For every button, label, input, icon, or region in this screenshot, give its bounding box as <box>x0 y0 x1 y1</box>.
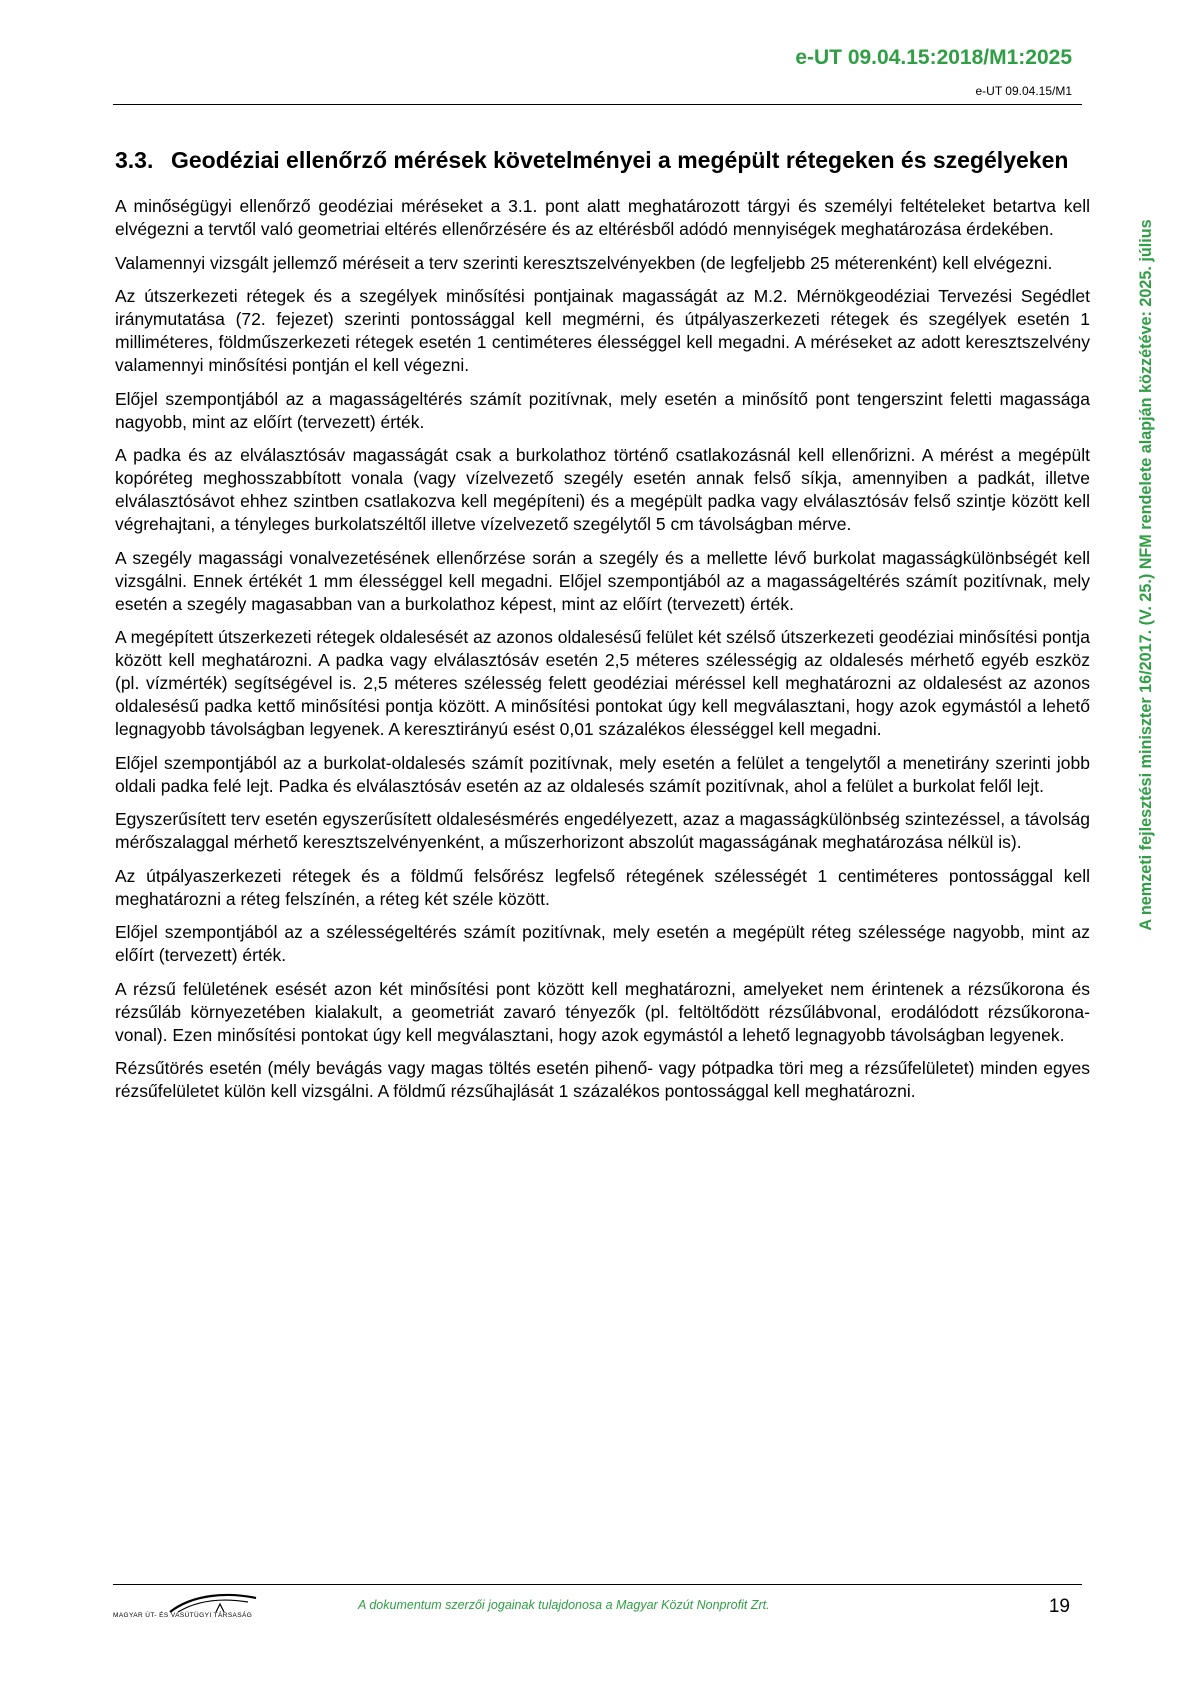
section-number: 3.3. <box>115 147 154 173</box>
paragraph: Előjel szempontjából az a szélességeltérés számít pozitívnak, mely esetén a megépült réteg szélessége nagyobb, mint az előírt (tervezett) érték. <box>115 922 1090 965</box>
society-logo <box>113 1590 278 1622</box>
page-content <box>115 145 1090 1114</box>
header-divider <box>113 104 1082 105</box>
paragraph: Rézsűtörés esetén (mély bevágás vagy magas töltés esetén pihenő- vagy pótpadka töri meg a rézsűfelületet) minden egyes rézsűfelületet külön kell vizsgálni. A földmű rézsűhajlását 1 százalékos pontossággal kell meghatározni. <box>115 1058 1090 1101</box>
road-arc-icon <box>168 1590 258 1614</box>
paragraph: Az útszerkezeti rétegek és a szegélyek minősítési pontjainak magasságát az M.2. Mérnökgeodéziai Tervezési Segédlet iránymutatása (72. fejezet) szerinti pontossággal kell megmérni, és útpályaszerkezeti rétegek és szegélyek esetén 1 milliméteres, földműszerkezeti rétegek esetén 1 centiméteres élességgel kell megadni. A méréseket az adott keresztszelvény valamennyi minősítési pontján el kell végezni. <box>115 286 1090 375</box>
paragraph: A rézsű felületének esését azon két minősítési pont között kell meghatározni, amelyeket nem érintenek a rézsűkorona és rézsűláb környezetében kialakult, a geometriát zavaró tényezők (pl. feltöltődött rézsűlábvonal, erodálódott rézsűkorona-vonal). Ezen minősítési pontokat úgy kell megválasztani, hogy azok egymástól a lehető legnagyobb távolságban legyenek. <box>115 978 1090 1045</box>
paragraph: A megépített útszerkezeti rétegek oldalesését az azonos oldalesésű felület két szélső útszerkezeti geodéziai minősítési pontja között kell meghatározni. A padka vagy elválasztósáv esetén 2,5 méteres szélességig az oldalesés mérhető egyéb eszköz (pl. vízmérték) segítségével is. 2,5 méteres szélesség felett geodéziai méréssel kell meghatározni az oldalesést az azonos oldalesésű padka kettő minősítési pontja között. A minősítési pontokat úgy kell megválasztani, hogy azok egymástól a lehető legnagyobb távolságban legyenek. A keresztirányú esést 0,01 százalékos élességgel kell megadni. <box>115 627 1090 739</box>
page-number: 19 <box>1048 1596 1070 1617</box>
document-code-small: e-UT 09.04.15/M1 <box>975 84 1072 98</box>
paragraph: Valamennyi vizsgált jellemző méréseit a terv szerinti keresztszelvényekben (de legfeljebb 25 méterenként) kell elvégezni. <box>115 252 1053 273</box>
paragraph: A szegély magassági vonalvezetésének ellenőrzése során a szegély és a mellette lévő burkolat magasságkülönbségét kell vizsgálni. Ennek értékét 1 mm élességgel kell megadni. Előjel szempontjából az a magasságeltérés számít pozitívnak, mely esetén a szegély magasabban van a burkolathoz képest, mint az előírt (tervezett) érték. <box>115 547 1090 614</box>
paragraph: A minőségügyi ellenőrző geodéziai méréseket a 3.1. pont alatt meghatározott tárgyi és személyi feltételeket betartva kell elvégezni a tervtől való geometriai eltérés ellenőrzésére és az eltérésből adódó mennyiségek meghatározása érdekében. <box>115 196 1090 239</box>
paragraph: Egyszerűsített terv esetén egyszerűsített oldalesésmérés engedélyezett, azaz a magasságkülönbség szintezéssel, a távolság mérőszalaggal mérhető keresztszelvényenként, a műszerhorizont abszolút magasságának meghatározása nélkül is). <box>115 809 1090 852</box>
paragraph: Az útpályaszerkezeti rétegek és a földmű felsőrész legfelső rétegének szélességét 1 centiméteres pontossággal kell meghatározni a réteg felszínén, a réteg két széle között. <box>115 865 1090 909</box>
paragraph: Előjel szempontjából az a burkolat-oldalesés számít pozitívnak, mely esetén a felület a tengelytől a menetirány szerinti jobb oldali padka felé lejt. Padka és elválasztósáv esetén az az oldalesés számít pozitívnak, ahol a felület a burkolat felől lejt. <box>115 752 1090 796</box>
paragraph: A padka és az elválasztósáv magasságát csak a burkolathoz történő csatlakozásnál kell ellenőrizni. A mérést a megépült kopóréteg meghosszabbított vonala (vagy vízelvezető szegély esetén annak felső síkja, amennyiben a padkát, illetve elválasztósávot ehhez szintben csatlakozva kell megépíteni) és a megépült padka vagy elválasztósáv felső szintje között kell végrehajtani, a tényleges burkolatszéltől illetve vízelvezető szegélytől 5 cm távolságban mérve. <box>115 445 1090 534</box>
document-code: e-UT 09.04.15:2018/M1:2025 <box>795 46 1072 69</box>
section-heading <box>115 145 1090 175</box>
logo-text: MAGYAR ÚT- ÉS VASÚTÜGYI TÁRSASÁG <box>113 1612 253 1619</box>
copyright-notice: A dokumentum szerzői jogainak tulajdonosa a Magyar Közút Nonprofit Zrt. <box>358 1598 770 1612</box>
footer-divider <box>113 1584 1082 1585</box>
paragraph: Előjel szempontjából az a magasságeltérés számít pozitívnak, mely esetén a minősítő pont tengerszint feletti magassága nagyobb, mint az előírt (tervezett) érték. <box>115 388 1090 432</box>
publication-side-note: A nemzeti fejlesztési miniszter 16/2017. (V. 25.) NFM rendelete alapján közzétéve: 2025. július <box>1137 219 1155 931</box>
section-title: Geodéziai ellenőrző mérések követelményei a megépült rétegeken és szegélyeken <box>171 147 1069 173</box>
